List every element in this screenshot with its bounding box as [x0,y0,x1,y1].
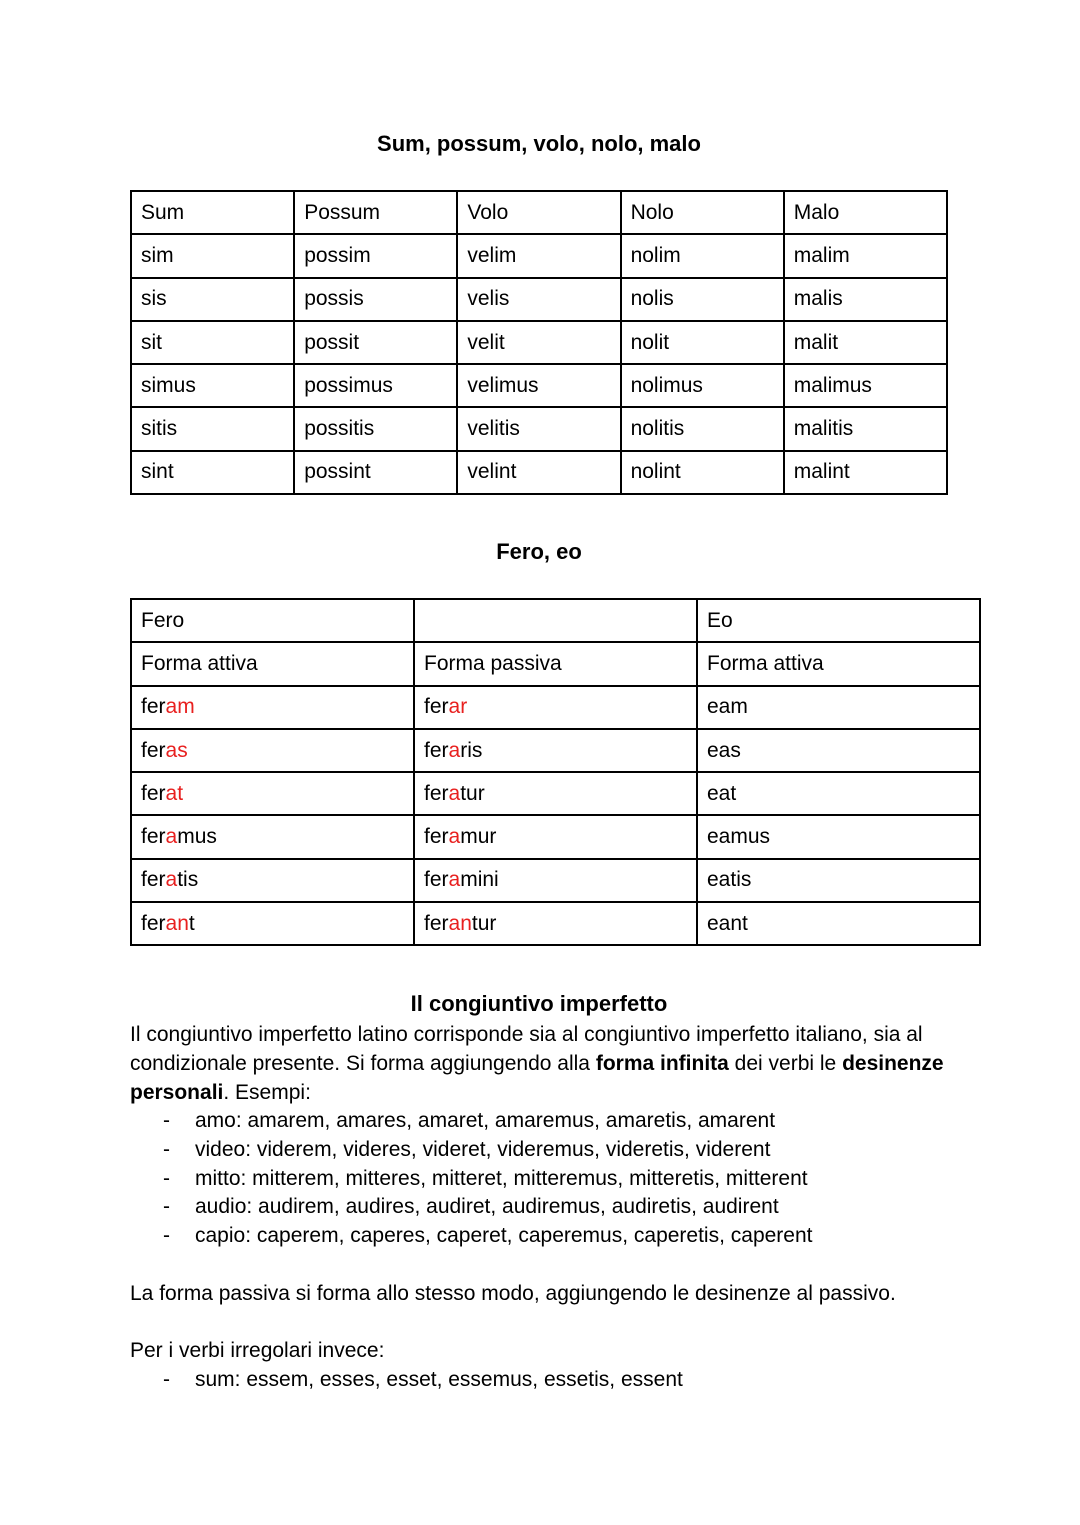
verb-ending-tail: tis [177,868,199,892]
verb-form-cell [414,729,697,772]
table-cell: eas [697,729,980,772]
verb-ending-highlight: a [448,825,461,849]
table-cell: Fero [131,599,414,642]
list-item-text: audio: audirem, audires, audiret, audiremus, audiretis, audirent [195,1195,779,1219]
table-cell: sitis [131,407,294,450]
table-cell: sis [131,278,294,321]
verb-form-cell [131,729,414,772]
table-row [131,407,947,450]
verb-ending-tail: mus [177,825,217,849]
fero-eo-conjugation-table [130,598,981,946]
verb-stem: fer [141,911,166,935]
table-cell: Forma passiva [414,642,697,685]
list-item [130,1366,948,1395]
table-cell: velis [457,278,620,321]
verb-form-cell [414,902,697,945]
table-cell: Forma attiva [697,642,980,685]
table-cell: nolis [621,278,784,321]
verb-form-cell [131,815,414,858]
table-cell: Forma attiva [131,642,414,685]
verb-ending-highlight: as [165,738,188,762]
table-cell: nolim [621,234,784,277]
table-cell: velint [457,451,620,494]
table-cell: nolint [621,451,784,494]
examples-list [130,1107,948,1251]
table-cell: velitis [457,407,620,450]
table-row [131,234,947,277]
sum-possum-conjugation-table [130,190,948,495]
table-cell: eant [697,902,980,945]
verb-form-cell [131,902,414,945]
list-item-text: sum: essem, esses, esset, essemus, essetis, essent [195,1368,683,1391]
irregular-intro: Per i verbi irregolari invece: [130,1339,385,1362]
table-cell: Eo [697,599,980,642]
list-item [130,1222,948,1251]
table-cell: eam [697,686,980,729]
list-item-text: capio: caperem, caperes, caperet, caperemus, caperetis, caperent [195,1224,813,1248]
section-title-sum-possum: Sum, possum, volo, nolo, malo [377,131,701,156]
verb-ending-highlight: at [165,781,184,805]
table-cell [414,599,697,642]
bullet-dash: - [163,1224,170,1248]
bullet-dash: - [163,1109,170,1132]
table-cell: eat [697,772,980,815]
verb-ending-highlight: an [165,911,189,935]
verb-stem: fer [424,738,449,762]
verb-stem: fer [424,911,449,935]
table-header-row [131,642,980,685]
table-row [131,278,947,321]
verb-stem: fer [141,868,166,892]
list-item-text: video: viderem, videres, videret, videremus, videretis, viderent [195,1137,771,1161]
table-cell: eamus [697,815,980,858]
verb-form-cell [414,815,697,858]
table-header-row [131,191,947,234]
table-cell: nolit [621,321,784,364]
verb-stem: fer [424,781,449,805]
bold-term: forma infinita [595,1051,729,1075]
table-row [131,364,947,407]
congiuntivo-intro-paragraph [130,1021,948,1107]
table-cell: sim [131,234,294,277]
table-cell: Sum [131,191,294,234]
table-cell: Possum [294,191,457,234]
table-cell: Malo [784,191,947,234]
table-cell: possis [294,278,457,321]
table-header-row [131,599,980,642]
table-cell: velimus [457,364,620,407]
verb-form-cell [414,859,697,902]
verb-ending-highlight: a [165,825,178,849]
list-item-text: amo: amarem, amares, amaret, amaremus, amaretis, amarent [195,1109,776,1132]
passive-note: La forma passiva si forma allo stesso modo, aggiungendo le desinenze al passivo. [130,1282,896,1305]
section-title-fero-eo: Fero, eo [496,539,582,564]
table-cell: sint [131,451,294,494]
table-cell: nolimus [621,364,784,407]
verb-stem: fer [141,781,166,805]
list-item [130,1107,948,1136]
table-cell: Volo [457,191,620,234]
verb-ending-highlight: a [448,868,461,892]
table-cell: malimus [784,364,947,407]
verb-form-cell [131,686,414,729]
verb-stem: fer [141,695,166,719]
table-cell: malitis [784,407,947,450]
verb-stem: fer [141,738,166,762]
list-item [130,1165,948,1194]
paragraph-text: . Esempi: [223,1080,311,1104]
paragraph-text: Il congiuntivo imperfetto latino corrisponde sia al congiuntivo imperfetto italiano, sia al condizionale presente. Si forma aggiungendo alla [130,1023,923,1075]
verb-ending-highlight: a [165,868,178,892]
table-cell: malis [784,278,947,321]
table-row [131,686,980,729]
table-cell: possimus [294,364,457,407]
verb-ending-tail: mini [460,868,499,892]
table-cell: velim [457,234,620,277]
table-cell: possim [294,234,457,277]
bold-term: desinenze personali [130,1051,944,1104]
verb-ending-tail: mur [460,825,497,849]
table-cell: possitis [294,407,457,450]
table-row [131,772,980,815]
verb-ending-tail: tur [460,781,485,805]
table-row [131,815,980,858]
bullet-dash: - [163,1195,170,1219]
verb-ending-tail: t [188,911,195,935]
verb-ending-highlight: an [448,911,472,935]
table-cell: malit [784,321,947,364]
verb-ending-highlight: ar [448,695,468,719]
table-row [131,902,980,945]
verb-ending-highlight: a [448,781,461,805]
list-item-text: mitto: mitterem, mitteres, mitteret, mitteremus, mitteretis, mitterent [195,1166,808,1190]
verb-form-cell [414,686,697,729]
list-item [130,1193,948,1222]
verb-ending-highlight: am [165,695,195,719]
table-cell: eatis [697,859,980,902]
verb-stem: fer [424,695,449,719]
verb-ending-highlight: a [448,738,461,762]
table-row [131,451,947,494]
table-cell: malint [784,451,947,494]
verb-form-cell [131,772,414,815]
verb-form-cell [414,772,697,815]
bullet-dash: - [163,1166,170,1190]
table-row [131,859,980,902]
verb-ending-tail: tur [471,911,497,935]
verb-stem: fer [424,868,449,892]
bullet-dash: - [163,1137,170,1161]
verb-ending-tail: ris [460,738,483,762]
irregular-examples-list [130,1366,948,1395]
list-item [130,1136,948,1165]
verb-stem: fer [424,825,449,849]
table-cell: velit [457,321,620,364]
section-title-congiuntivo-imperfetto: Il congiuntivo imperfetto [410,991,668,1016]
table-cell: sit [131,321,294,364]
table-cell: possit [294,321,457,364]
table-cell: possint [294,451,457,494]
table-cell: nolitis [621,407,784,450]
table-cell: Nolo [621,191,784,234]
paragraph-text: dei verbi le [728,1051,843,1075]
verb-stem: fer [141,825,166,849]
table-cell: simus [131,364,294,407]
bullet-dash: - [163,1368,170,1391]
verb-form-cell [131,859,414,902]
table-row [131,321,947,364]
table-row [131,729,980,772]
table-cell: malim [784,234,947,277]
